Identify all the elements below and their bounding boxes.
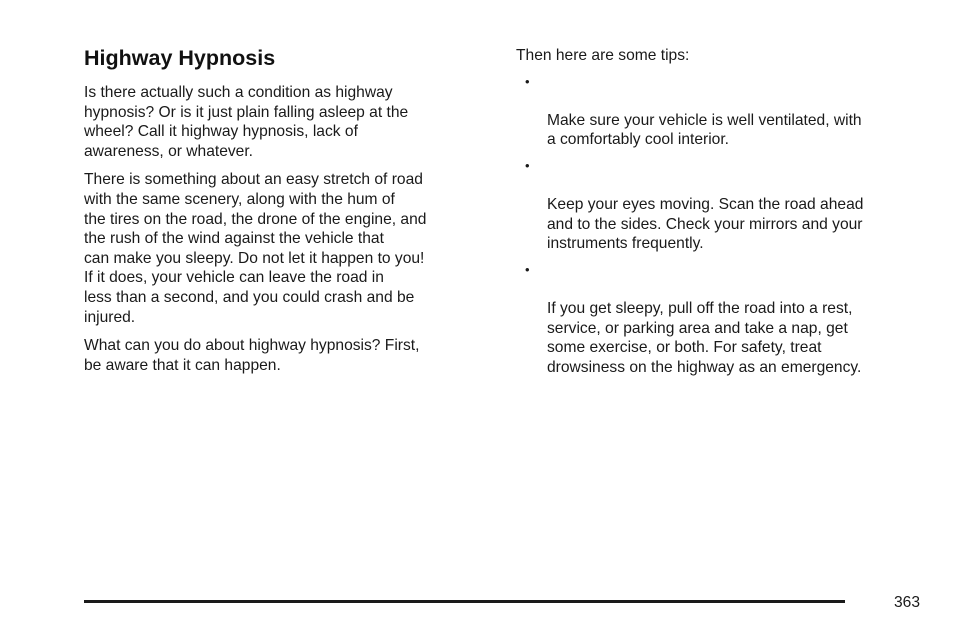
paragraph-question: What can you do about highway hypnosis? First, be aware that it can happen. xyxy=(84,337,420,374)
left-column xyxy=(84,45,486,384)
paragraph-description: There is something about an easy stretch of road with the same scenery, along with the hum of the tires on the road, the drone of the engine, and the rush of the wind against the vehicle that can make you sleepy. Do not let it happen to you! If it does, your vehicle can leave the road in less than a second, and you could crash and be injured. xyxy=(84,171,427,326)
right-column xyxy=(516,46,921,384)
paragraph-intro: Is there actually such a condition as highway hypnosis? Or is it just plain falling asleep at the wheel? Call it highway hypnosis, lack of awareness, or whatever. xyxy=(84,84,409,160)
page-number: 363 xyxy=(893,594,920,611)
bullet-icon: • xyxy=(525,261,530,277)
tip-text: If you get sleepy, pull off the road into a rest, service, or parking area and take a nap, get some exercise, or both. For safety, treat drowsiness on the highway as an emergency. xyxy=(547,300,862,376)
tips-intro: Then here are some tips: xyxy=(516,47,690,64)
section-heading: Highway Hypnosis xyxy=(84,46,276,70)
tip-item xyxy=(516,156,921,254)
tips-list xyxy=(516,72,921,378)
bullet-icon: • xyxy=(525,157,530,173)
tip-item xyxy=(516,260,921,378)
tip-item xyxy=(516,72,921,150)
footer-rule xyxy=(84,600,845,603)
bullet-icon: • xyxy=(525,73,530,89)
tip-text: Make sure your vehicle is well ventilated, with a comfortably cool interior. xyxy=(547,111,862,149)
tip-text: Keep your eyes moving. Scan the road ahead and to the sides. Check your mirrors and your instruments frequently. xyxy=(547,196,864,253)
